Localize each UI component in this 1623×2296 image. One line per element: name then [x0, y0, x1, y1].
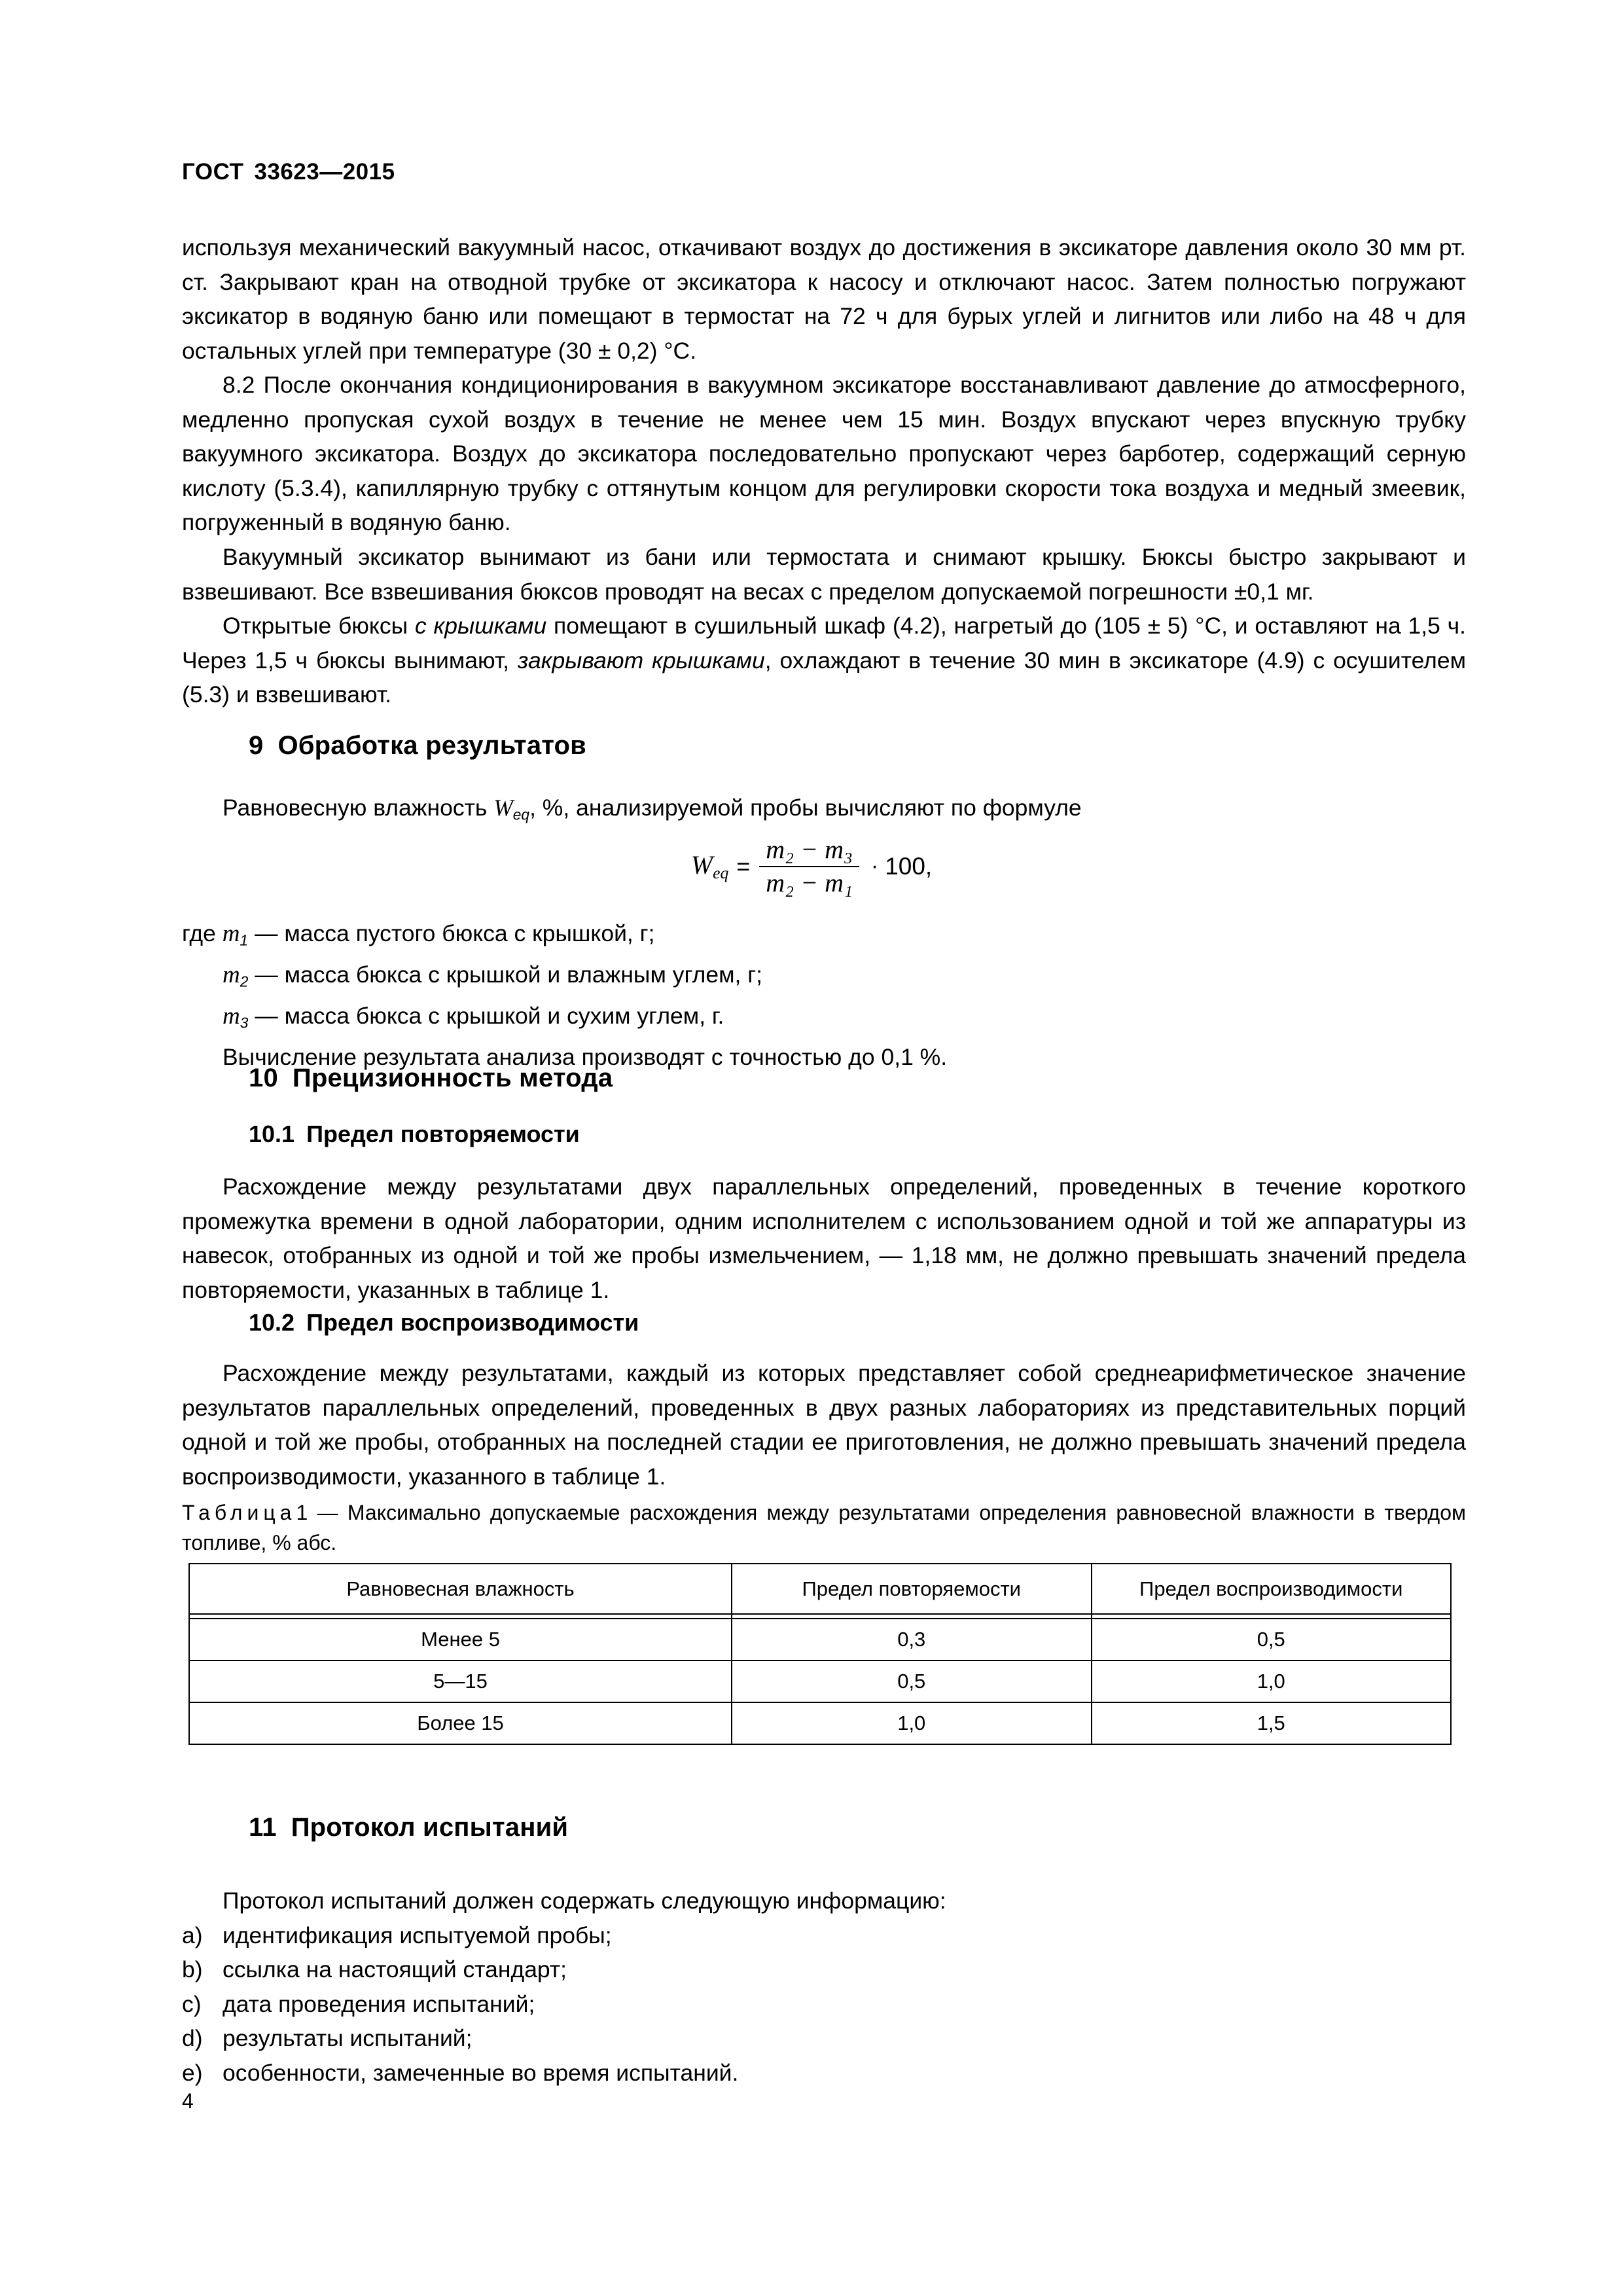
column-header-repeatability: Предел повторяемости: [732, 1564, 1091, 1614]
formula-weq: [0, 836, 1623, 897]
variable-row: [182, 958, 1466, 999]
paragraph-text: Расхождение между результатами двух параллельных определений, проведенных в течение короткого промежутка времени в одной лаборатории, одним исполнителем с использованием одной и той же аппаратуры из навесок, отобранных из одной и той же пробы измельчением, — 1,18 мм, не должно превышать значений предела повторяемости, указанных в таблице 1.: [182, 1174, 1466, 1303]
paragraph-text: используя механический вакуумный насос, откачивают воздух до достижения в эксикаторе давления около 30 мм рт. ст. Закрывают кран на отводной трубке от эксикатора к насосу и отключают насос. Затем полностью погружают эксикатор в водяную баню или помещают в термостат на 72 ч для бурых углей и лигнитов или либо на 48 ч для остальных углей при температуре (30 ± 0,2) °C.: [182, 234, 1466, 364]
list-lead-in: Протокол испытаний должен содержать следующую информацию:: [223, 1888, 946, 1914]
paragraph-text: Расхождение между результатами, каждый из которых представляет собой среднеарифметическое значение результатов параллельных определений, проведенных в двух разных лабораториях из представительных порций одной и той же пробы, отобранных на последней стадии ее приготовления, не должно превышать значений предела воспроизводимости, указанного в таблице 1.: [182, 1360, 1466, 1490]
paragraph-text: [182, 609, 1466, 712]
table-caption-text: — Максимально допускаемые расхождения между результатами определения равновесной влажности в твердом топливе, % абс.: [182, 1501, 1467, 1554]
subsection-number: 10.2: [249, 1309, 295, 1336]
italic-run-close-lids: закрывают крышками: [517, 647, 765, 673]
list-item: [182, 1952, 1466, 1987]
paragraph-vacuum-desiccator: [182, 540, 1466, 609]
rule-cell: [189, 1614, 732, 1619]
variable-row: [182, 916, 1466, 958]
paragraph-text: 8.2 После окончания кондиционирования в вакуумном эксикаторе восстанавливают давление до атмосферного, медленно пропуская сухой воздух в течение не менее чем 15 мин. Воздух впускают через впускную трубку вакуумного эксикатора. Воздух до эксикатора последовательно пропускают через барботер, содержащий серную кислоту (5.3.4), капиллярную трубку с оттянутым концом для регулировки скорости тока воздуха и медный змеевик, погруженный в водяную баню.: [182, 372, 1466, 535]
table-caption: [182, 1498, 1466, 1558]
paragraph-10-2: [182, 1356, 1466, 1494]
table-row: [189, 1660, 1451, 1702]
standard-number: 33623—2015: [254, 159, 395, 185]
variable-symbol: m: [223, 1002, 240, 1030]
table-caption-number: 1: [296, 1501, 308, 1524]
paragraph-open-crucibles: [182, 609, 1466, 712]
cell-reproducibility: 1,0: [1092, 1660, 1452, 1702]
subsection-title: Предел воспроизводимости: [306, 1309, 639, 1336]
paragraph-10-1: [182, 1170, 1466, 1307]
variable-definition: масса бюкса с крышкой и сухим углем, г.: [284, 1002, 724, 1029]
variable-subscript: 1: [240, 931, 249, 949]
formula-fraction: [759, 836, 859, 897]
text-run: помещают в сушильный шкаф (4.2), нагретый до (105 ± 5) °C, и оставляют на 1,5 ч. Через 1,5 ч бюксы вынимают,: [182, 613, 1467, 673]
list-item-text: дата проведения испытаний;: [223, 1990, 535, 2017]
subsection-number: 10.1: [249, 1121, 295, 1147]
rule-cell: [1092, 1614, 1452, 1619]
formula-lhs-symbol: W: [690, 850, 713, 880]
variable-symbol: m: [223, 961, 240, 988]
precision-limits-table: [188, 1563, 1452, 1745]
list-item-marker: d): [182, 2025, 203, 2051]
variable-subscript: 2: [240, 973, 249, 990]
variable-definitions-list: [182, 916, 1466, 1074]
formula-lhs: [691, 850, 729, 883]
formula-multiplier: 100,: [885, 852, 933, 880]
cell-moisture: Более 15: [189, 1702, 732, 1744]
text-run: , %, анализируемой пробы вычисляют по формуле: [529, 795, 1082, 821]
list-item-marker: b): [182, 1956, 203, 1982]
variable-subscript: 3: [240, 1014, 249, 1031]
section-number: 11: [249, 1813, 277, 1842]
cell-reproducibility: 1,5: [1092, 1702, 1452, 1744]
cell-reproducibility: 0,5: [1092, 1619, 1452, 1660]
column-header-moisture: Равновесная влажность: [189, 1564, 732, 1614]
em-dash: —: [254, 920, 278, 946]
heading-section-10: [249, 1064, 613, 1093]
list-item: [182, 2056, 1466, 2090]
where-label: где: [182, 920, 216, 946]
cell-repeatability: 0,3: [732, 1619, 1091, 1660]
section-title: Обработка результатов: [277, 731, 586, 760]
report-contents-list: [182, 1884, 1466, 2090]
table-row: [189, 1702, 1451, 1744]
paragraph-intro-continuation: [182, 230, 1466, 368]
list-item-text: ссылка на настоящий стандарт;: [223, 1956, 567, 1982]
precision-note: Вычисление результата анализа производят с точностью до 0,1 %.: [223, 1043, 948, 1070]
text-run: Равновесную влажность: [223, 795, 494, 821]
table-header-rule: [189, 1614, 1451, 1619]
italic-run-with-lids: с крышками: [414, 613, 547, 639]
list-item-marker: c): [182, 1990, 202, 2017]
variable-w: W: [493, 795, 513, 821]
formula-equals-sign: =: [736, 852, 751, 880]
rule-cell: [732, 1614, 1091, 1619]
standard-type-label: ГОСТ: [182, 159, 244, 185]
section-number: 9: [249, 731, 264, 760]
variable-definition: масса бюкса с крышкой и влажным углем, г;: [284, 961, 763, 988]
formula-intro-line: [182, 791, 1466, 832]
heading-section-10-2: [249, 1309, 639, 1336]
section-number: 10: [249, 1064, 278, 1092]
table-caption-word: Таблица: [182, 1501, 296, 1524]
em-dash: —: [255, 1002, 278, 1029]
heading-section-10-1: [249, 1121, 580, 1148]
variable-row: [182, 999, 1466, 1040]
list-item: [182, 1918, 1466, 1953]
text-run: , охлаждают в течение 30 мин в эксикаторе (4.9) с осушителем (5.3) и взвешивают.: [182, 647, 1466, 708]
cell-moisture: Менее 5: [189, 1619, 732, 1660]
paragraph-8-2: [182, 368, 1466, 540]
list-item-text: особенности, замеченные во время испытаний.: [223, 2059, 739, 2086]
heading-section-9: [249, 731, 586, 761]
fraction-denominator: m₂ − m₁: [759, 866, 859, 897]
section-title: Прецизионность метода: [292, 1064, 613, 1092]
fraction-numerator: m₂ − m₃: [766, 834, 853, 864]
list-item-marker: e): [182, 2059, 203, 2086]
multiplication-dot: ·: [870, 853, 879, 879]
list-item: [182, 2021, 1466, 2056]
cell-repeatability: 1,0: [732, 1702, 1091, 1744]
subsection-title: Предел повторяемости: [306, 1121, 580, 1147]
cell-moisture: 5—15: [189, 1660, 732, 1702]
paragraph-text: [182, 791, 1466, 832]
formula-lhs-subscript: eq: [713, 863, 729, 883]
formula-expression: [691, 836, 932, 897]
table-header-row: [189, 1564, 1451, 1614]
em-dash: —: [255, 961, 278, 988]
table-row: [189, 1619, 1451, 1660]
list-item-marker: a): [182, 1922, 203, 1948]
cell-repeatability: 0,5: [732, 1660, 1091, 1702]
list-item: [182, 1987, 1466, 2022]
variable-definition: масса пустого бюкса с крышкой, г;: [284, 920, 655, 946]
table-head: [189, 1564, 1451, 1619]
list-item-text: идентификация испытуемой пробы;: [223, 1922, 612, 1948]
column-header-reproducibility: Предел воспроизводимости: [1092, 1564, 1452, 1614]
variable-symbol: m: [222, 920, 240, 947]
page-number: 4: [182, 2089, 194, 2113]
document-header: [182, 159, 395, 185]
section-title: Протокол испытаний: [291, 1813, 569, 1842]
variable-w-subscript: eq: [512, 806, 530, 823]
heading-section-11: [249, 1813, 568, 1842]
list-item-text: результаты испытаний;: [223, 2025, 473, 2051]
paragraph-text: Вакуумный эксикатор вынимают из бани или термостата и снимают крышку. Бюксы быстро закрывают и взвешивают. Все взвешивания бюксов проводят на весах с пределом допускаемой погрешности ±0,1 мг.: [182, 544, 1466, 605]
text-run: Открытые бюксы: [223, 613, 415, 639]
table-body: [189, 1619, 1451, 1744]
